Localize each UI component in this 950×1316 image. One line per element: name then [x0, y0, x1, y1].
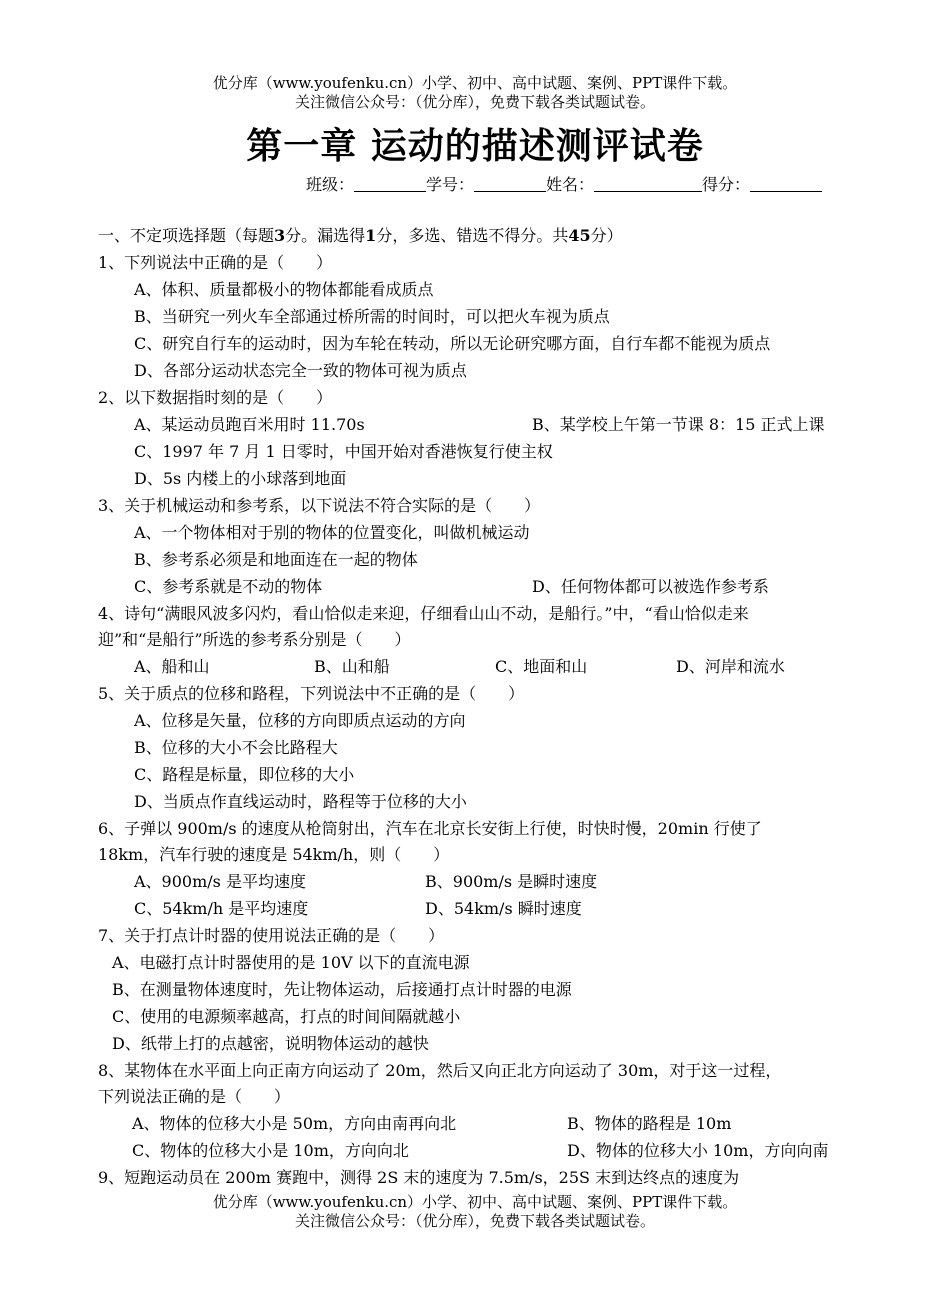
- student-info-row: [306, 172, 822, 195]
- student-id-blank[interactable]: [474, 177, 546, 192]
- name-blank[interactable]: [594, 177, 702, 192]
- q2-option-d: D、5s 内楼上的小球落到地面: [134, 469, 347, 488]
- total-points: 45: [568, 226, 591, 245]
- q5-option-a: A、位移是矢量，位移的方向即质点运动的方向: [134, 711, 466, 730]
- q3-option-b: B、参考系必须是和地面连在一起的物体: [134, 550, 418, 569]
- q1-option-a: A、体积、质量都极小的物体都能看成质点: [134, 280, 434, 299]
- points-per-question: 3: [274, 226, 286, 245]
- q7-option-b: B、在测量物体速度时，先让物体运动，后接通打点计时器的电源: [112, 980, 572, 999]
- page-title: 第一章 运动的描述测评试卷: [246, 125, 704, 167]
- question-2-stem: 2、以下数据指时刻的是（ ）: [98, 388, 333, 407]
- q5-option-c: C、路程是标量，即位移的大小: [134, 765, 355, 784]
- question-9-stem: 9、短跑运动员在 200m 赛跑中，测得 2S 末的速度为 7.5m/s，25S 末到达终点的速度为: [98, 1168, 740, 1187]
- q5-option-b: B、位移的大小不会比路程大: [134, 738, 338, 757]
- q7-option-d: D、纸带上打的点越密，说明物体运动的越快: [112, 1034, 429, 1053]
- q7-option-c: C、使用的电源频率越高，打点的时间间隔就越小: [112, 1007, 461, 1026]
- q4-option-c: C、地面和山: [495, 657, 588, 676]
- section-text: 分，多选、错选不得分。共: [376, 226, 569, 245]
- q6-option-c: C、54km/h 是平均速度: [134, 899, 309, 918]
- q7-option-a: A、电磁打点计时器使用的是 10V 以下的直流电源: [112, 953, 470, 972]
- q6-option-d: D、54km/s 瞬时速度: [425, 899, 582, 918]
- question-6-stem-line-2: 18km，汽车行驶的速度是 54km/h，则（ ）: [98, 845, 450, 864]
- q3-option-c: C、参考系就是不动的物体: [134, 577, 323, 596]
- q1-option-b: B、当研究一列火车全部通过桥所需的时间时，可以把火车视为质点: [134, 307, 610, 326]
- q1-option-c: C、研究自行车的运动时，因为车轮在转动，所以无论研究哪方面，自行车都不能视为质点: [134, 334, 771, 353]
- q3-option-a: A、一个物体相对于别的物体的位置变化，叫做机械运动: [134, 523, 530, 542]
- q8-option-a: A、物体的位移大小是 50m，方向由南再向北: [132, 1114, 457, 1133]
- q4-option-b: B、山和船: [314, 657, 390, 676]
- student-id-label: 学号：: [426, 175, 475, 194]
- q6-option-a: A、900m/s 是平均速度: [134, 872, 306, 891]
- q1-option-d: D、各部分运动状态完全一致的物体可视为质点: [134, 361, 467, 380]
- section-text: 一、不定项选择题（每题: [98, 226, 275, 245]
- q4-option-d: D、河岸和流水: [676, 657, 785, 676]
- score-label: 得分：: [702, 175, 751, 194]
- question-8-stem-line-1: 8、某物体在水平面上向正南方向运动了 20m，然后又向正北方向运动了 30m，对于这一过程，: [98, 1061, 782, 1080]
- class-label: 班级：: [306, 175, 355, 194]
- question-3-stem: 3、关于机械运动和参考系，以下说法不符合实际的是（ ）: [98, 496, 541, 515]
- section-text: 分。漏选得: [285, 226, 366, 245]
- q8-option-d: D、物体的位移大小 10m，方向向南: [567, 1141, 829, 1160]
- q2-option-a: A、某运动员跑百米用时 11.70s: [134, 415, 365, 434]
- q8-option-c: C、物体的位移大小是 10m，方向向北: [132, 1141, 409, 1160]
- question-8-stem-line-2: 下列说法正确的是（ ）: [98, 1087, 291, 1106]
- question-4-stem-line-1: 4、诗句“满眼风波多闪灼，看山恰似走来迎，仔细看山山不动，是船行。”中，“看山恰似走来: [98, 604, 749, 623]
- class-blank[interactable]: [354, 177, 426, 192]
- section-text: 分）: [590, 226, 623, 245]
- question-4-stem-line-2: 迎”和“是船行”所选的参考系分别是（ ）: [98, 630, 411, 649]
- question-1-stem: 1、下列说法中正确的是（ ）: [98, 253, 333, 272]
- header-line-1: 优分库（www.youfenku.cn）小学、初中、高中试题、案例、PPT课件下载。: [212, 74, 738, 92]
- q8-option-b: B、物体的路程是 10m: [567, 1114, 732, 1133]
- question-7-stem: 7、关于打点计时器的使用说法正确的是（ ）: [98, 926, 445, 945]
- q2-option-b: B、某学校上午第一节课 8：15 正式上课: [532, 415, 825, 434]
- q6-option-b: B、900m/s 是瞬时速度: [425, 872, 598, 891]
- q2-option-c: C、1997 年 7 月 1 日零时，中国开始对香港恢复行使主权: [134, 442, 553, 461]
- name-label: 姓名：: [546, 175, 595, 194]
- q3-option-d: D、任何物体都可以被选作参考系: [532, 577, 769, 596]
- q4-option-a: A、船和山: [134, 657, 210, 676]
- section-heading: [98, 226, 623, 246]
- question-6-stem-line-1: 6、子弹以 900m/s 的速度从枪筒射出，汽车在北京长安街上行使，时快时慢，20min 行使了: [98, 819, 762, 838]
- footer-line-2: 关注微信公众号：（优分库），免费下载各类试题试卷。: [294, 1212, 655, 1230]
- score-blank[interactable]: [750, 177, 822, 192]
- header-line-2: 关注微信公众号：（优分库），免费下载各类试题试卷。: [294, 93, 655, 111]
- partial-points: 1: [365, 226, 377, 245]
- footer-line-1: 优分库（www.youfenku.cn）小学、初中、高中试题、案例、PPT课件下载。: [212, 1193, 738, 1211]
- q5-option-d: D、当质点作直线运动时，路程等于位移的大小: [134, 792, 467, 811]
- question-5-stem: 5、关于质点的位移和路程，下列说法中不正确的是（ ）: [98, 684, 525, 703]
